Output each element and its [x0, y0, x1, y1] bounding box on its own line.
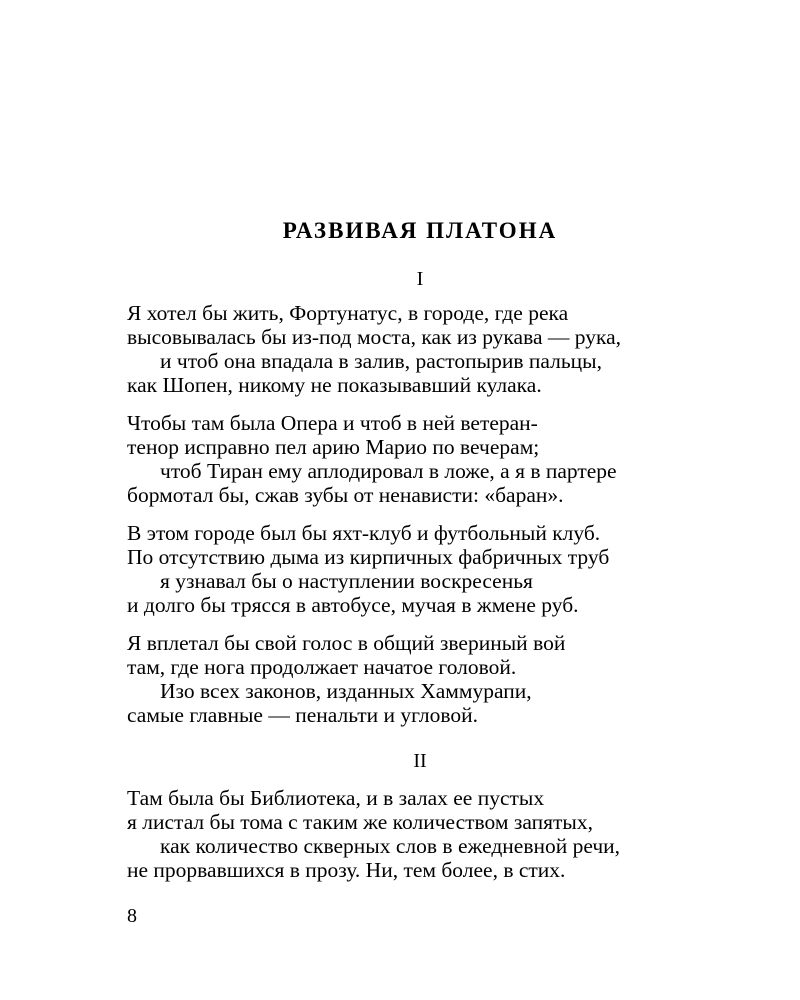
verse-line: и чтоб она впадала в залив, растопырив пальцы,: [160, 349, 602, 373]
verse-line: высовывалась бы из-под моста, как из рукава — рука,: [127, 325, 621, 349]
verse-line: не прорвавшихся в прозу. Ни, тем более, в стих.: [127, 858, 566, 882]
verse-line: Изо всех законов, изданных Хаммурапи,: [160, 679, 532, 703]
verse-line: я листал бы тома с таким же количеством запятых,: [127, 810, 593, 834]
stanza: [127, 301, 767, 397]
verse-line: Я вплетал бы свой голос в общий звериный вой: [127, 631, 566, 655]
verse-line: как Шопен, никому не показывавший кулака.: [127, 373, 542, 397]
verse-line: там, где нога продолжает начатое головой.: [127, 655, 517, 679]
verse-line: чтоб Тиран ему аплодировал в ложе, а я в партере: [160, 459, 617, 483]
verse-line: и долго бы трясся в автобусе, мучая в жмене руб.: [127, 593, 579, 617]
stanza: [127, 786, 767, 882]
stanza: [127, 521, 767, 617]
stanza: [127, 631, 767, 727]
section-numeral: II: [413, 750, 427, 772]
verse-line: самые главные — пенальти и угловой.: [127, 703, 478, 727]
verse-line: тенор исправно пел арию Марио по вечерам;: [127, 435, 540, 459]
stanza: [127, 411, 767, 507]
poem-title: РАЗВИВАЯ ПЛАТОНА: [282, 218, 558, 243]
verse-line: По отсутствию дыма из кирпичных фабричных труб: [127, 545, 610, 569]
verse-line: Там была бы Библиотека, и в залах ее пустых: [127, 786, 545, 810]
section-numeral: I: [416, 268, 424, 290]
page-number: 8: [127, 905, 137, 927]
verse-line: В этом городе был бы яхт-клуб и футбольный клуб.: [127, 521, 601, 545]
verse-line: Я хотел бы жить, Фортунатус, в городе, где река: [127, 301, 569, 325]
verse-line: бормотал бы, сжав зубы от ненависти: «баран».: [127, 483, 564, 507]
verse-line: я узнавал бы о наступлении воскресенья: [160, 569, 533, 593]
verse-line: Чтобы там была Опера и чтоб в ней ветеран-: [127, 411, 538, 435]
verse-line: как количество скверных слов в ежедневной речи,: [160, 834, 621, 858]
